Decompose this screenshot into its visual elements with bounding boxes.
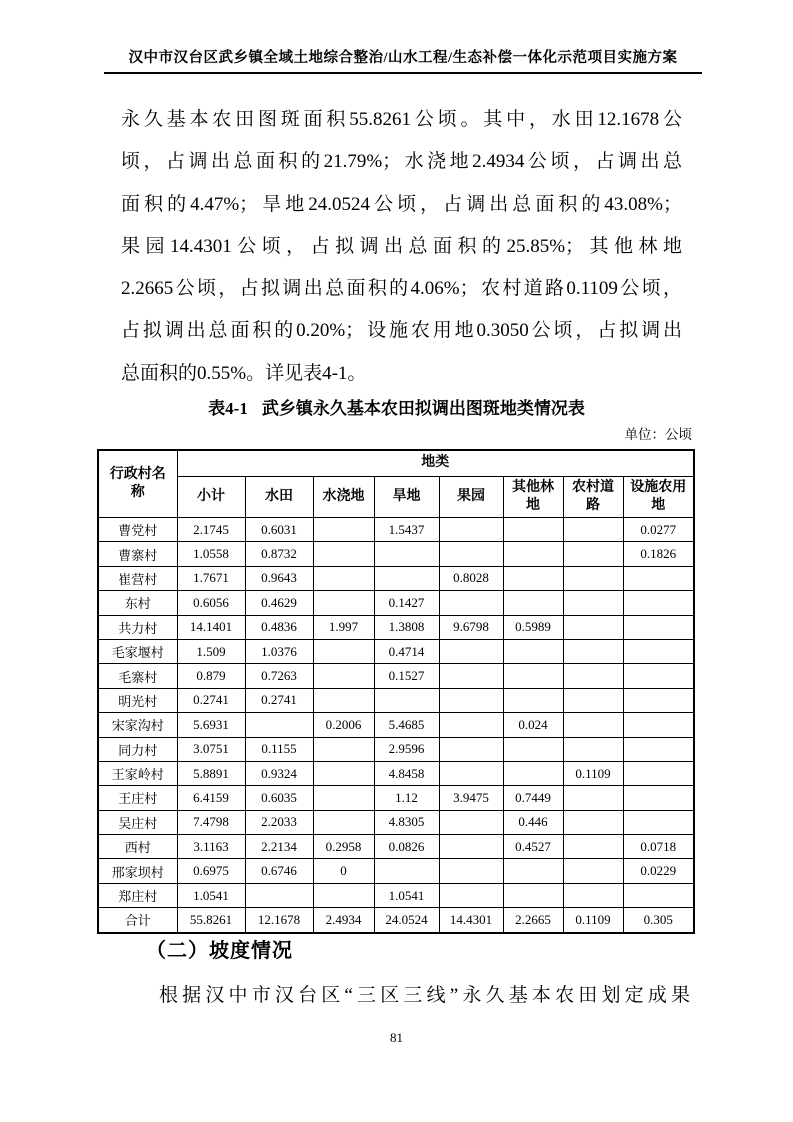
value-cell [563, 713, 623, 737]
value-cell [503, 761, 563, 785]
value-cell: 0.0229 [623, 859, 694, 883]
body-line: 2.2665公顷，占拟调出总面积的4.06%；农村道路0.1109公顷， [121, 278, 682, 300]
village-cell: 曹寨村 [98, 542, 177, 566]
value-cell [623, 737, 694, 761]
value-cell [503, 542, 563, 566]
value-cell [623, 664, 694, 688]
value-cell [623, 615, 694, 639]
value-cell: 5.6931 [177, 713, 245, 737]
value-cell: 0.1427 [374, 591, 439, 615]
value-cell [563, 835, 623, 859]
value-cell: 0.6056 [177, 591, 245, 615]
value-cell: 2.1745 [177, 518, 245, 542]
value-cell: 9.6798 [439, 615, 503, 639]
value-cell: 3.0751 [177, 737, 245, 761]
table-caption-label: 表4-1 [208, 399, 248, 418]
value-cell [313, 688, 374, 712]
value-cell [623, 713, 694, 737]
value-cell [503, 859, 563, 883]
value-cell: 0.2741 [245, 688, 313, 712]
value-cell: 0 [313, 859, 374, 883]
col-header: 水浇地 [313, 477, 374, 518]
value-cell [563, 591, 623, 615]
village-cell: 宋家沟村 [98, 713, 177, 737]
table-row [98, 639, 694, 663]
value-cell: 2.9596 [374, 737, 439, 761]
value-cell: 0.6035 [245, 786, 313, 810]
value-cell [563, 615, 623, 639]
value-cell [439, 859, 503, 883]
value-cell: 1.7671 [177, 566, 245, 590]
unit-label: 单位：公顷 [624, 427, 692, 442]
village-cell: 吴庄村 [98, 810, 177, 834]
village-cell: 毛家堰村 [98, 639, 177, 663]
value-cell [563, 810, 623, 834]
value-cell: 14.1401 [177, 615, 245, 639]
value-cell [374, 542, 439, 566]
col-header-group: 地类 [177, 450, 694, 477]
village-cell: 王庄村 [98, 786, 177, 810]
value-cell [563, 737, 623, 761]
value-cell: 0.8028 [439, 566, 503, 590]
value-cell [503, 518, 563, 542]
value-cell [439, 664, 503, 688]
value-cell [563, 566, 623, 590]
value-cell [439, 835, 503, 859]
value-cell [374, 566, 439, 590]
value-cell [374, 688, 439, 712]
value-cell [439, 542, 503, 566]
body-line: 永久基本农田图斑面积55.8261公顷。其中，水田12.1678公 [121, 109, 682, 130]
col-header: 其他林地 [503, 477, 563, 518]
value-cell: 0.2006 [313, 713, 374, 737]
value-cell: 0.1527 [374, 664, 439, 688]
value-cell: 1.0541 [177, 883, 245, 907]
value-cell: 0.6746 [245, 859, 313, 883]
col-header: 农村道路 [563, 477, 623, 518]
body-line: 面积的4.47%；旱地24.0524公顷，占调出总面积的43.08%； [121, 193, 682, 215]
value-cell [439, 883, 503, 907]
value-cell: 0.0826 [374, 835, 439, 859]
value-cell: 3.9475 [439, 786, 503, 810]
value-cell: 0.8732 [245, 542, 313, 566]
value-cell: 2.2134 [245, 835, 313, 859]
value-cell: 0.879 [177, 664, 245, 688]
value-cell: 5.4685 [374, 713, 439, 737]
body-line: 果园14.4301公顷，占拟调出总面积的25.85%；其他林地 [121, 235, 682, 257]
value-cell: 0.1109 [563, 761, 623, 785]
table-row [98, 810, 694, 834]
value-cell [439, 688, 503, 712]
body-line: 总面积的0.55%。详见表4-1。 [121, 362, 367, 384]
table-caption [0, 394, 793, 419]
header-title: 汉中市汉台区武乡镇全域土地综合整治/山水工程/生态补偿一体化示范项目实施方案 [128, 50, 678, 66]
value-cell [623, 639, 694, 663]
value-cell: 0.305 [623, 908, 694, 933]
value-cell: 0.446 [503, 810, 563, 834]
table-row [98, 786, 694, 810]
value-cell: 0.2741 [177, 688, 245, 712]
value-cell [563, 786, 623, 810]
col-header: 小计 [177, 477, 245, 518]
col-header: 果园 [439, 477, 503, 518]
village-cell: 毛寨村 [98, 664, 177, 688]
table-row [98, 761, 694, 785]
value-cell: 0.9643 [245, 566, 313, 590]
table-row [98, 835, 694, 859]
value-cell: 24.0524 [374, 908, 439, 933]
value-cell [313, 639, 374, 663]
value-cell [563, 688, 623, 712]
value-cell: 4.8305 [374, 810, 439, 834]
table-row [98, 859, 694, 883]
page-header [104, 46, 702, 74]
value-cell [313, 664, 374, 688]
value-cell: 4.8458 [374, 761, 439, 785]
value-cell: 1.12 [374, 786, 439, 810]
value-cell [313, 566, 374, 590]
value-cell [503, 591, 563, 615]
value-cell: 0.6975 [177, 859, 245, 883]
body-line: 占拟调出总面积的0.20%；设施农用地0.3050公顷，占拟调出 [121, 320, 682, 342]
table-row [98, 737, 694, 761]
value-cell [623, 591, 694, 615]
value-cell [439, 591, 503, 615]
page-number: 81 [390, 1030, 403, 1045]
value-cell [623, 786, 694, 810]
value-cell: 14.4301 [439, 908, 503, 933]
village-cell: 西村 [98, 835, 177, 859]
value-cell [313, 591, 374, 615]
value-cell: 2.2665 [503, 908, 563, 933]
value-cell: 2.2033 [245, 810, 313, 834]
col-header: 旱地 [374, 477, 439, 518]
value-cell [503, 883, 563, 907]
body-paragraph [121, 99, 682, 395]
value-cell: 6.4159 [177, 786, 245, 810]
value-cell [503, 664, 563, 688]
value-cell [313, 810, 374, 834]
section-heading: （二）坡度情况 [146, 940, 293, 962]
village-cell: 崔营村 [98, 566, 177, 590]
table-row [98, 688, 694, 712]
table-row [98, 566, 694, 590]
value-cell: 0.4714 [374, 639, 439, 663]
value-cell: 0.4527 [503, 835, 563, 859]
value-cell: 0.9324 [245, 761, 313, 785]
value-cell: 1.3808 [374, 615, 439, 639]
value-cell [563, 664, 623, 688]
value-cell [313, 542, 374, 566]
village-cell: 明光村 [98, 688, 177, 712]
value-cell [245, 713, 313, 737]
value-cell [563, 639, 623, 663]
value-cell: 1.0376 [245, 639, 313, 663]
value-cell [439, 761, 503, 785]
village-cell: 郑庄村 [98, 883, 177, 907]
value-cell: 1.509 [177, 639, 245, 663]
value-cell [439, 810, 503, 834]
value-cell [503, 566, 563, 590]
value-cell [563, 859, 623, 883]
value-cell [313, 883, 374, 907]
value-cell: 1.0558 [177, 542, 245, 566]
value-cell: 7.4798 [177, 810, 245, 834]
land-type-table [97, 449, 695, 934]
value-cell [563, 518, 623, 542]
value-cell: 0.2958 [313, 835, 374, 859]
table-row [98, 615, 694, 639]
village-cell: 东村 [98, 591, 177, 615]
value-cell: 0.1155 [245, 737, 313, 761]
table-row [98, 883, 694, 907]
value-cell: 0.4836 [245, 615, 313, 639]
table-row [98, 591, 694, 615]
value-cell: 55.8261 [177, 908, 245, 933]
value-cell: 0.4629 [245, 591, 313, 615]
value-cell [313, 737, 374, 761]
col-header: 设施农用地 [623, 477, 694, 518]
section-paragraph: 根据汉中市汉台区“三区三线”永久基本农田划定成果 [159, 985, 690, 1006]
value-cell [623, 566, 694, 590]
col-header: 水田 [245, 477, 313, 518]
village-cell: 王家岭村 [98, 761, 177, 785]
value-cell: 2.4934 [313, 908, 374, 933]
value-cell: 1.997 [313, 615, 374, 639]
col-header-village: 行政村名称 [98, 450, 177, 518]
village-cell: 同力村 [98, 737, 177, 761]
value-cell [563, 542, 623, 566]
value-cell: 1.0541 [374, 883, 439, 907]
value-cell [623, 810, 694, 834]
value-cell [439, 713, 503, 737]
table-row [98, 713, 694, 737]
value-cell: 5.8891 [177, 761, 245, 785]
table-row [98, 908, 694, 933]
value-cell: 12.1678 [245, 908, 313, 933]
table-row [98, 542, 694, 566]
value-cell: 0.1826 [623, 542, 694, 566]
value-cell [623, 761, 694, 785]
value-cell: 0.7449 [503, 786, 563, 810]
table-row [98, 664, 694, 688]
value-cell [313, 518, 374, 542]
value-cell [245, 883, 313, 907]
value-cell: 0.7263 [245, 664, 313, 688]
table-caption-title: 武乡镇永久基本农田拟调出图斑地类情况表 [261, 399, 585, 418]
value-cell [623, 688, 694, 712]
village-cell: 邢家坝村 [98, 859, 177, 883]
value-cell: 0.0718 [623, 835, 694, 859]
body-line: 顷，占调出总面积的21.79%；水浇地2.4934公顷，占调出总 [121, 151, 682, 173]
value-cell [439, 737, 503, 761]
village-cell: 共力村 [98, 615, 177, 639]
value-cell [623, 883, 694, 907]
value-cell: 0.6031 [245, 518, 313, 542]
table-row [98, 518, 694, 542]
value-cell [439, 518, 503, 542]
value-cell [313, 786, 374, 810]
value-cell [439, 639, 503, 663]
village-cell: 曹党村 [98, 518, 177, 542]
value-cell: 0.5989 [503, 615, 563, 639]
value-cell [563, 883, 623, 907]
value-cell: 0.1109 [563, 908, 623, 933]
value-cell: 3.1163 [177, 835, 245, 859]
value-cell: 0.0277 [623, 518, 694, 542]
value-cell [503, 639, 563, 663]
village-cell: 合计 [98, 908, 177, 933]
value-cell: 0.024 [503, 713, 563, 737]
value-cell [503, 737, 563, 761]
value-cell [313, 761, 374, 785]
value-cell [374, 859, 439, 883]
value-cell [503, 688, 563, 712]
value-cell: 1.5437 [374, 518, 439, 542]
